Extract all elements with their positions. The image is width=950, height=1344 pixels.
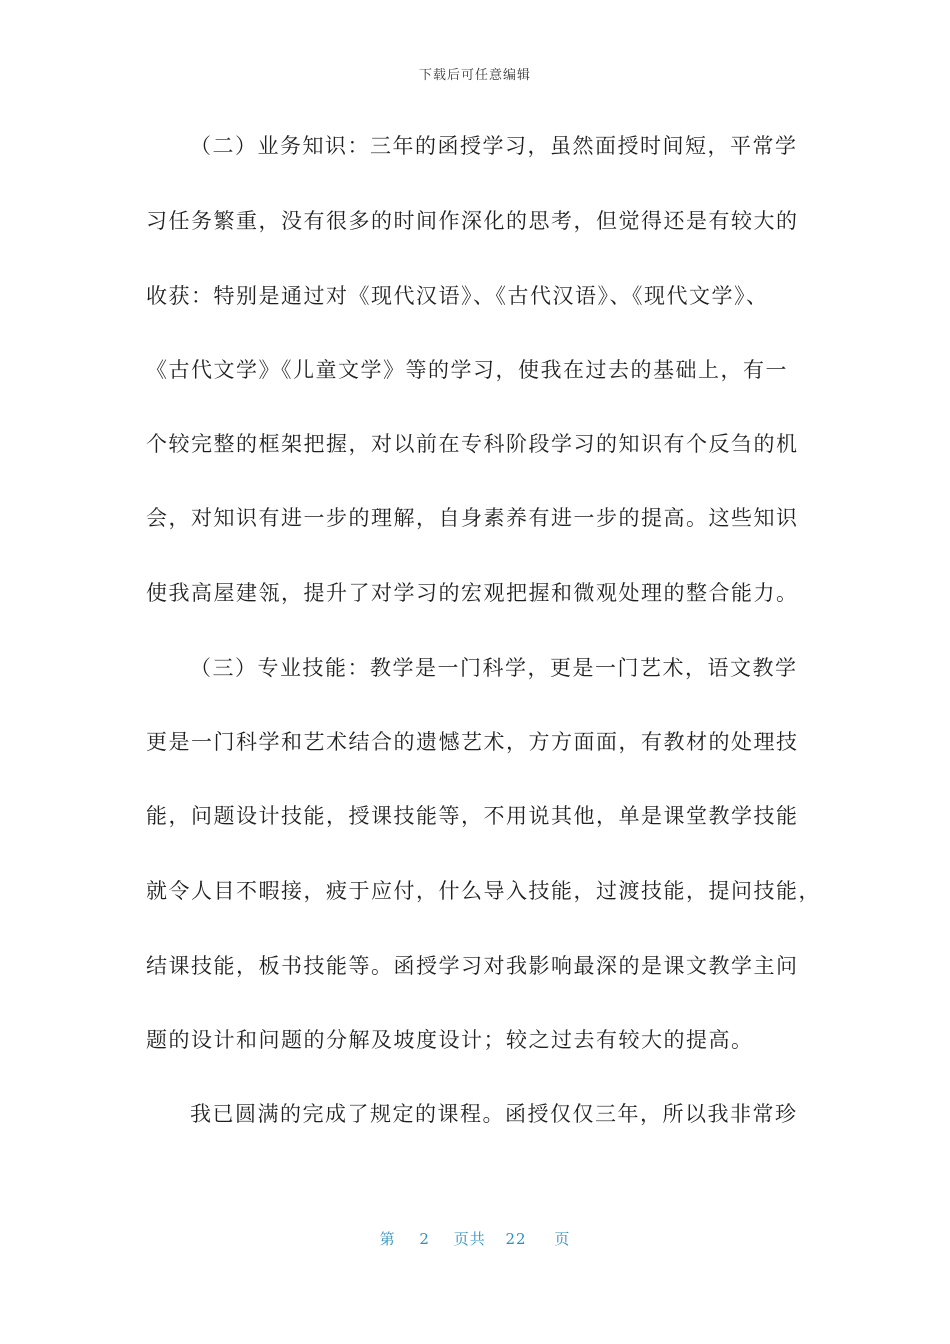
footer-middle: 页共 [453,1230,486,1248]
paragraph-line: 会，对知识有进一步的理解，自身素养有进一步的提高。这些知识 [146,506,799,530]
paragraph-line: 《古代文学》《儿童文学》等的学习，使我在过去的基础上，有一 [146,358,788,382]
paragraph-line: 更是一门科学和艺术结合的遗憾艺术，方方面面，有教材的处理技 [146,730,799,754]
page-footer [0,1228,950,1249]
paragraph-line: 习任务繁重，没有很多的时间作深化的思考，但觉得还是有较大的 [146,209,799,233]
paragraph-line: 能，问题设计技能，授课技能等，不用说其他，单是课堂教学技能 [146,804,799,828]
paragraph-line: 就令人目不暇接，疲于应付，什么导入技能，过渡技能，提问技能， [146,879,821,903]
paragraph-line: 个较完整的框架把握，对以前在专科阶段学习的知识有个反刍的机 [146,432,799,456]
footer-suffix: 页 [554,1230,571,1248]
footer-prefix: 第 [379,1230,396,1248]
total-pages-number: 22 [505,1230,527,1248]
paragraph-line: 使我高屋建瓴，提升了对学习的宏观把握和微观处理的整合能力。 [146,581,799,605]
paragraph-line: 收获：特别是通过对《现代汉语》、《古代汉语》、《现代文学》、 [146,284,769,308]
page-header: 下载后可任意编辑 [418,68,531,83]
paragraph-line: 我已圆满的完成了规定的课程。函授仅仅三年，所以我非常珍 [190,1102,798,1126]
paragraph-line: （二）业务知识：三年的函授学习，虽然面授时间短，平常学 [190,134,798,158]
current-page-number: 2 [419,1230,430,1248]
paragraph-line: 题的设计和问题的分解及坡度设计；较之过去有较大的提高。 [146,1028,754,1052]
paragraph-line: 结课技能，板书技能等。函授学习对我影响最深的是课文教学主问 [146,954,799,978]
paragraph-line: （三）专业技能：教学是一门科学，更是一门艺术，语文教学 [190,656,798,680]
